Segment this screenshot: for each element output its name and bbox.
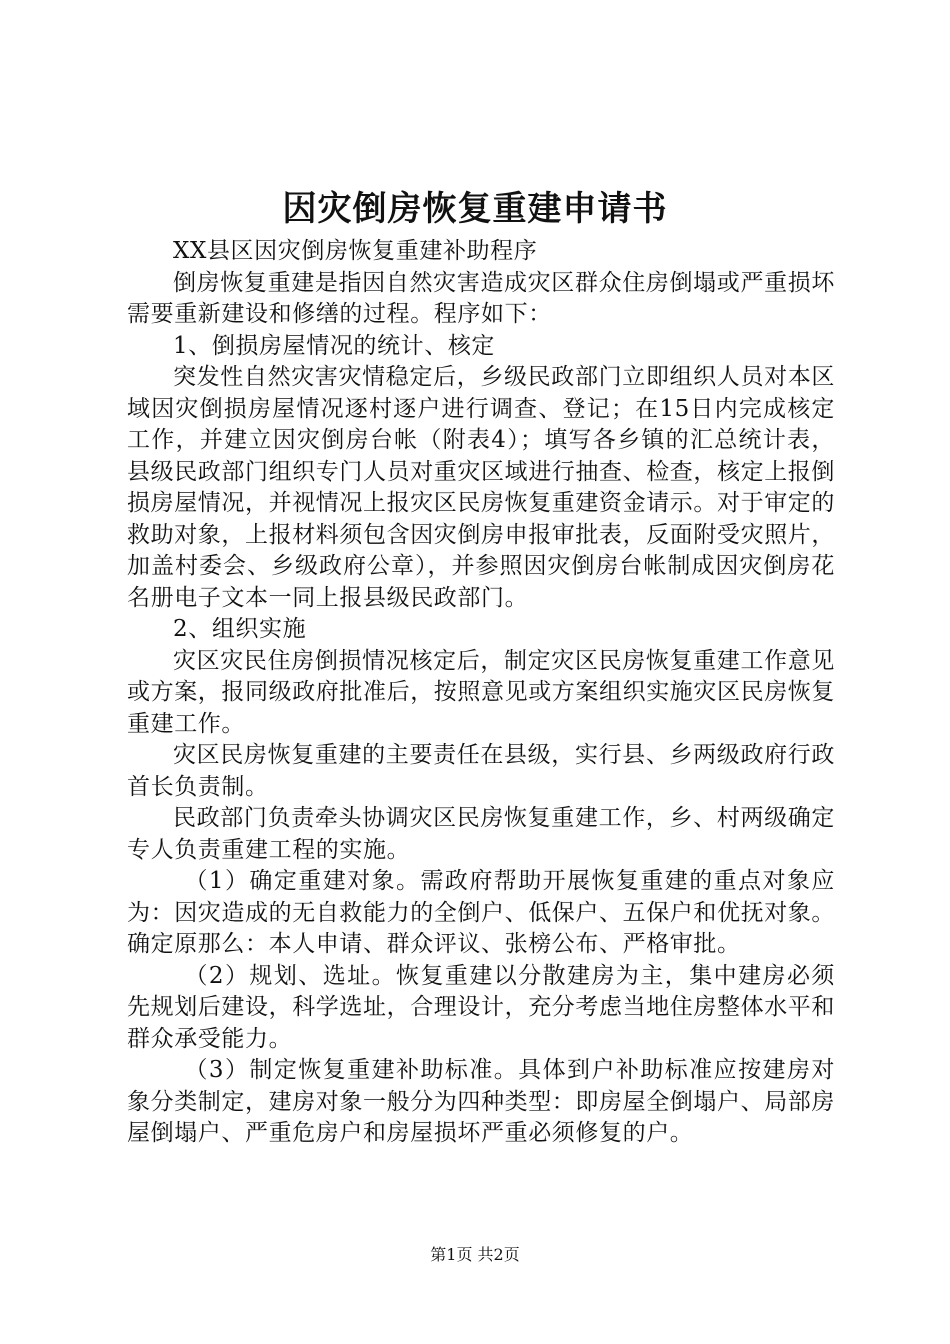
section-heading-2: 2、组织实施 [173, 616, 307, 642]
paragraph-responsibility: 灾区民房恢复重建的主要责任在县级，实行县、乡两级政府行政首长负责制。 [127, 742, 835, 800]
document-body [127, 236, 835, 1150]
paragraph-item-1: （1）确定重建对象。需政府帮助开展恢复重建的重点对象应为：因灾造成的无自救能力的全倒户、低保户、五保户和优抚对象。确定原那么：本人申请、群众评议、张榜公布、严格审批。 [127, 868, 835, 957]
section-heading-1: 1、倒损房屋情况的统计、核定 [173, 332, 496, 359]
document-title: 因灾倒房恢复重建申请书 [282, 189, 668, 229]
paragraph-item-2: （2）规划、选址。恢复重建以分散建房为主，集中建房必须先规划后建设，科学选址，合理设计，充分考虑当地住房整体水平和群众承受能力。 [127, 962, 835, 1052]
paragraph-item-3: （3）制定恢复重建补助标准。具体到户补助标准应按建房对象分类制定，建房对象一般分为四种类型：即房屋全倒塌户、局部房屋倒塌户、严重危房户和房屋损坏严重必须修复的户。 [127, 1057, 835, 1146]
paragraph-implementation: 灾区灾民住房倒损情况核定后，制定灾区民房恢复重建工作意见或方案，报同级政府批准后，按照意见或方案组织实施灾区民房恢复重建工作。 [127, 647, 835, 737]
paragraph-coordination: 民政部门负责牵头协调灾区民房恢复重建工作，乡、村两级确定专人负责重建工程的实施。 [127, 805, 835, 863]
paragraph-statistics: 突发性自然灾害灾情稳定后，乡级民政部门立即组织人员对本区域因灾倒损房屋情况逐村逐户进行调查、登记；在15日内完成核定工作，并建立因灾倒房台帐（附表4）；填写各乡镇的汇总统计表，县级民政部门组织专门人员对重灾区域进行抽查、检查，核定上报倒损房屋情况，并视情况上报灾区民房恢复重建资金请示。对于审定的救助对象，上报材料须包含因灾倒房申报审批表，反面附受灾照片，加盖村委会、乡级政府公章），并参照因灾倒房台帐制成因灾倒房花名册电子文本一同上报县级民政部门。 [127, 364, 835, 611]
paragraph-subtitle: XX县区因灾倒房恢复重建补助程序 [173, 238, 538, 264]
page-number: 第1页 共2页 [430, 1245, 520, 1264]
paragraph-intro: 倒房恢复重建是指因自然灾害造成灾区群众住房倒塌或严重损坏需要重新建设和修缮的过程。程序如下： [127, 269, 835, 327]
